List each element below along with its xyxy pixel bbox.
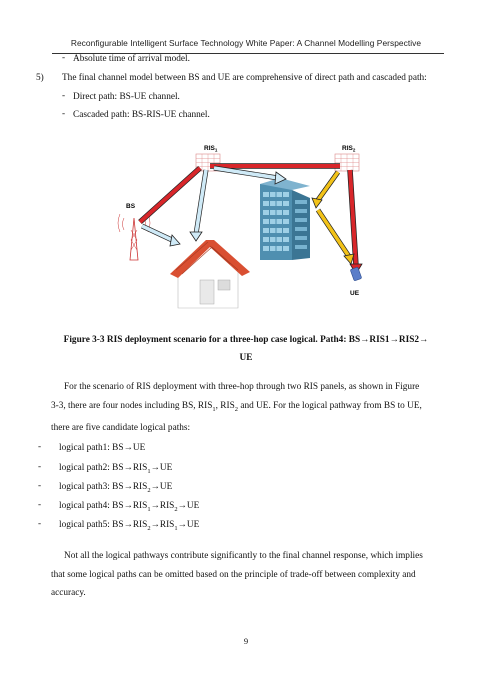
- paragraph-1-line2: 3-3, there are four nodes including BS, $RIS_1$, $RIS_2$ and UE. For the logical pathway from BS to UE,: [51, 400, 422, 413]
- list-item-cascaded-path: Cascaded path: BS-RIS-UE channel.: [73, 110, 210, 120]
- ris1-label: $RIS_1$: [204, 145, 218, 153]
- page-number: 9: [243, 636, 249, 646]
- logical-path-item: logical path3: $BS\to RIS_2\to UE$: [59, 482, 173, 494]
- numbered-item-text: The final channel model between BS and UE are comprehensive of direct path and cascaded path:: [62, 73, 427, 83]
- ris-deployment-figure: [110, 140, 390, 312]
- list-item-direct-path: Direct path: BS-UE channel.: [73, 92, 180, 102]
- paragraph-2-line2: that some logical paths can be omitted based on the principle of trade-off between complexity and: [51, 569, 416, 580]
- list-bullet: -: [38, 500, 42, 510]
- paragraph-2-line3: accuracy.: [51, 588, 86, 598]
- list-bullet: -: [38, 442, 42, 452]
- logical-path-item: logical path1: BS→UE: [59, 443, 146, 453]
- paragraph-2-line1: Not all the logical pathways contribute significantly to the final channel response, which implies: [64, 551, 423, 561]
- list-bullet: -: [62, 53, 66, 63]
- paragraph-1-line1: For the scenario of RIS deployment with three-hop through two RIS panels, as shown in Figure: [64, 382, 420, 392]
- logical-path-item: logical path5: $BS\to RIS_2\to RIS_1\to UE$: [59, 520, 200, 532]
- bs-label: BS: [126, 203, 136, 210]
- paragraph-1: [51, 378, 442, 437]
- list-item-toa: Absolute time of arrival model.: [73, 54, 190, 64]
- paragraph-1-line3: there are five candidate logical paths:: [51, 422, 191, 433]
- figure-caption-line2: UE: [239, 353, 253, 363]
- house: [170, 240, 250, 308]
- ue-label: UE: [350, 290, 360, 297]
- office-building: [260, 178, 310, 260]
- list-bullet: -: [38, 462, 42, 472]
- list-bullet: -: [38, 481, 42, 491]
- list-bullet: -: [38, 519, 42, 529]
- figure-caption-line1: Figure 3-3 RIS deployment scenario for a three-hop case logical. Path4: BS→RIS1→RIS2→: [63, 335, 429, 345]
- logical-path-item: logical path2: $BS\to RIS_1\to UE$: [59, 463, 173, 475]
- logical-path-item: logical path4: $BS\to RIS_1\to RIS_2\to UE$: [59, 501, 200, 513]
- signal-paths: [140, 166, 362, 274]
- yellow-path: [312, 172, 354, 264]
- numbered-item-number: 5): [36, 73, 44, 83]
- list-bullet: -: [62, 109, 66, 119]
- ue-device: [350, 267, 362, 281]
- ris2-label: $RIS_2$: [342, 145, 356, 153]
- running-header: Reconfigurable Intelligent Surface Technology White Paper: A Channel Modelling Perspective: [70, 38, 422, 48]
- list-bullet: -: [62, 91, 66, 101]
- paragraph-2: [51, 547, 442, 603]
